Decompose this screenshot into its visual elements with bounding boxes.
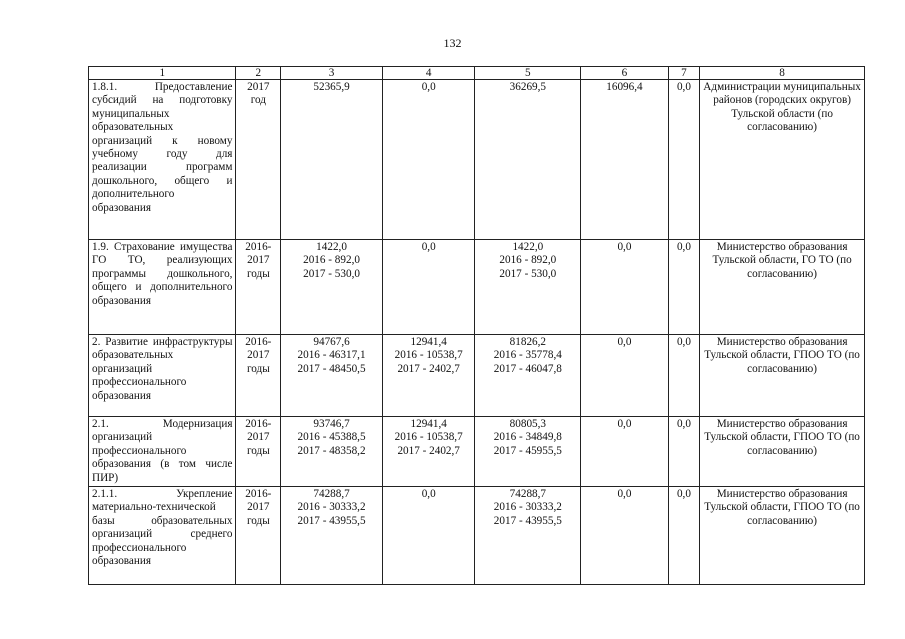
total-value: 1422,0: [316, 241, 347, 253]
executor-cell: Министерство образования Тульской области, ГПОО ТО (по согласованию): [700, 487, 865, 585]
federal-value: 12941,4: [410, 418, 447, 430]
period-cell: 2016-2017 годы: [236, 240, 281, 335]
regional-cell: [475, 487, 581, 585]
column-header: 5: [475, 67, 581, 80]
regional-value: 80805,3: [509, 418, 547, 430]
column-header: 8: [700, 67, 865, 80]
federal-2016: 2016 - 10538,7: [394, 349, 463, 362]
regional-value: 81826,2: [509, 336, 547, 348]
federal-cell: [382, 240, 475, 335]
regional-2017: 2017 - 46047,8: [493, 362, 562, 375]
regional-cell: [475, 417, 581, 487]
measure-name-cell: 2.1. Модернизация организаций профессионального образования (в том числе ПИР): [89, 417, 236, 487]
regional-cell: [475, 80, 581, 240]
regional-cell: [475, 335, 581, 417]
funding-table: [88, 66, 865, 585]
period-cell: 2016-2017 годы: [236, 417, 281, 487]
local-cell: 0,0: [581, 240, 668, 335]
federal-cell: [382, 80, 475, 240]
regional-value: 1422,0: [512, 241, 544, 253]
executor-cell: Администрации муниципальных районов (городских округов) Тульской области (по согласованию): [700, 80, 865, 240]
column-header: 6: [581, 67, 668, 80]
total-2017: 2017 - 48358,2: [297, 444, 366, 457]
extra-cell: 0,0: [668, 240, 700, 335]
page-number: 132: [443, 36, 462, 50]
extra-cell: 0,0: [668, 487, 700, 585]
regional-2016: 2016 - 35778,4: [493, 349, 562, 362]
column-header: 2: [236, 67, 281, 80]
executor-cell: Министерство образования Тульской области, ГО ТО (по согласованию): [700, 240, 865, 335]
regional-2017: 2017 - 45955,5: [493, 444, 562, 457]
total-2016: 2016 - 30333,2: [297, 501, 366, 514]
measure-name-cell: 1.8.1. Предоставление субсидий на подготовку муниципальных образовательных организаций к новому учебному году для реализации программ дошкольного, общего и дополнительного образования: [89, 80, 236, 240]
table-row: [89, 417, 865, 487]
header-row: [89, 67, 865, 80]
federal-cell: [382, 487, 475, 585]
regional-2016: 2016 - 892,0: [499, 254, 557, 267]
measure-name-cell: 1.9. Страхование имущества ГО ТО, реализующих программы дошкольного, общего и дополнительного образования: [89, 240, 236, 335]
table-row: [89, 80, 865, 240]
total-value: 94767,6: [313, 336, 350, 348]
local-cell: 0,0: [581, 417, 668, 487]
total-cell: [281, 80, 383, 240]
extra-cell: 0,0: [668, 335, 700, 417]
federal-2017: 2017 - 2402,7: [397, 444, 460, 457]
federal-value: 0,0: [421, 488, 436, 501]
total-cell: [281, 335, 383, 417]
local-cell: 16096,4: [581, 80, 668, 240]
total-2016: 2016 - 45388,5: [297, 431, 366, 444]
column-header: 7: [668, 67, 700, 80]
federal-value: 12941,4: [410, 336, 447, 348]
federal-value: 0,0: [421, 241, 436, 253]
period-cell: 2016-2017 годы: [236, 487, 281, 585]
local-cell: 0,0: [581, 487, 668, 585]
total-2017: 2017 - 530,0: [303, 267, 360, 280]
table-row: [89, 487, 865, 585]
executor-cell: Министерство образования Тульской области, ГПОО ТО (по согласованию): [700, 335, 865, 417]
federal-2017: 2017 - 2402,7: [397, 362, 460, 375]
executor-cell: Министерство образования Тульской области, ГПОО ТО (по согласованию): [700, 417, 865, 487]
federal-2016: 2016 - 10538,7: [394, 431, 463, 444]
total-2017: 2017 - 48450,5: [297, 362, 366, 375]
regional-cell: [475, 240, 581, 335]
regional-value: 74288,7: [509, 488, 547, 501]
regional-2017: 2017 - 43955,5: [493, 514, 562, 527]
local-cell: 0,0: [581, 335, 668, 417]
regional-2016: 2016 - 30333,2: [493, 501, 562, 514]
federal-value: 0,0: [421, 81, 436, 93]
extra-cell: 0,0: [668, 417, 700, 487]
regional-2016: 2016 - 34849,8: [493, 431, 562, 444]
period-cell: 2017 год: [236, 80, 281, 240]
table-row: [89, 240, 865, 335]
regional-2017: 2017 - 530,0: [499, 267, 557, 280]
column-header: 1: [89, 67, 236, 80]
regional-value: 36269,5: [509, 81, 547, 93]
total-value: 52365,9: [313, 81, 350, 93]
total-2016: 2016 - 46317,1: [297, 349, 366, 362]
table-row: [89, 335, 865, 417]
column-header: 4: [382, 67, 475, 80]
federal-cell: [382, 335, 475, 417]
total-cell: [281, 417, 383, 487]
extra-cell: 0,0: [668, 80, 700, 240]
measure-name-cell: 2.1.1. Укрепление материально-технической базы образовательных организаций среднего профессионального образования: [89, 487, 236, 585]
total-2017: 2017 - 43955,5: [297, 514, 366, 527]
federal-cell: [382, 417, 475, 487]
total-value: 74288,7: [313, 488, 350, 501]
period-cell: 2016-2017 годы: [236, 335, 281, 417]
measure-name-cell: 2. Развитие инфраструктуры образовательных организаций профессионального образования: [89, 335, 236, 417]
column-header: 3: [281, 67, 383, 80]
total-2016: 2016 - 892,0: [303, 254, 360, 267]
total-cell: [281, 240, 383, 335]
total-cell: [281, 487, 383, 585]
total-value: 93746,7: [313, 418, 350, 430]
